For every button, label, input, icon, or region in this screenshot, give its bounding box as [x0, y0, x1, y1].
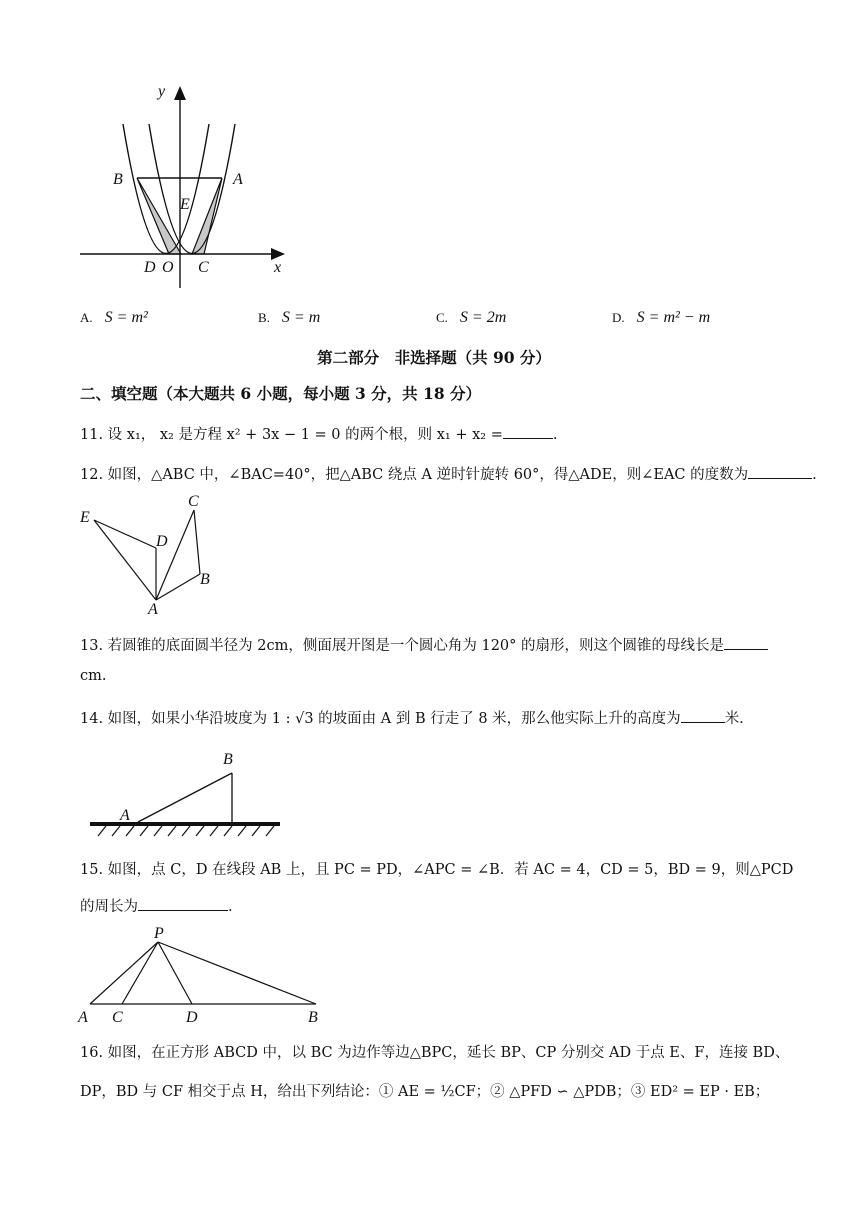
question-11 [80, 422, 557, 445]
option-b-label: B. [258, 310, 270, 325]
segment-ab [156, 574, 200, 600]
slope-figure [80, 740, 290, 840]
section2-title: 二、填空题（本大题共 6 小题，每小题 3 分，共 18 分） [80, 384, 482, 403]
segment-ea [94, 520, 156, 600]
question-15-line2 [80, 894, 233, 917]
parabola-figure [70, 78, 300, 293]
question-12 [80, 462, 817, 485]
q15-line1: 15. 如图，点 C，D 在线段 AB 上，且 PC = PD，∠APC = ∠B．若 AC = 4，CD = 5，BD = 9，则△PCD [80, 862, 794, 878]
part2-title: 第二部分 非选择题（共 90 分） [317, 348, 551, 367]
q11-text: 11. 设 x₁， x₂ 是方程 x² + 3x − 1 = 0 的两个根，则 x₁ + x₂ = [80, 427, 503, 443]
label-a: A [233, 171, 243, 188]
question-16-line2: DP，BD 与 CF 相交于点 H，给出下列结论：① AE = ½CF；② △PFD ∽ △PDB；③ ED² = EP · EB； [80, 1084, 770, 1100]
label-b: B [200, 571, 210, 588]
label-b: B [308, 1009, 318, 1026]
label-e: E [80, 509, 90, 526]
label-d: D [186, 1009, 198, 1026]
label-c: C [112, 1009, 123, 1026]
label-a: A [78, 1009, 88, 1026]
label-x: x [274, 259, 282, 276]
q14-answer-blank[interactable] [681, 706, 725, 723]
question-13 [80, 633, 768, 656]
label-e: E [180, 196, 190, 213]
label-a: A [148, 601, 158, 618]
q11-answer-blank[interactable] [503, 422, 553, 439]
option-b-math: S = m [281, 309, 321, 326]
option-d[interactable] [612, 308, 710, 327]
q12-answer-blank[interactable] [748, 462, 812, 479]
option-c-math: S = 2m [459, 309, 507, 326]
segment-cb [194, 510, 200, 574]
q13-line1: 13. 若圆锥的底面圆半径为 2cm，侧面展开图是一个圆心角为 120° 的扇形，则这个圆锥的母线长是 [80, 638, 725, 654]
option-c[interactable] [436, 308, 506, 327]
q13-answer-blank[interactable] [724, 633, 768, 650]
option-d-math: S = m² − m [636, 309, 711, 326]
label-b: B [113, 171, 123, 188]
option-a-label: A. [80, 310, 93, 325]
q12-text: 12. 如图，△ABC 中，∠BAC=40°，把△ABC 绕点 A 逆时针旋转 60°，得△ADE，则∠EAC 的度数为 [80, 467, 749, 483]
q13-line2: cm. [80, 668, 107, 684]
ground-hatching [98, 826, 274, 836]
option-c-label: C. [436, 310, 448, 325]
option-d-label: D. [612, 310, 625, 325]
slope-line [138, 773, 232, 822]
rotation-figure [76, 490, 226, 620]
label-c: C [198, 259, 209, 276]
segment-pb [158, 942, 316, 1004]
option-b[interactable] [258, 308, 320, 327]
q11-end: . [552, 427, 558, 443]
segment-pd [158, 942, 192, 1004]
q15-line2: 的周长为 [80, 899, 138, 915]
q14-text: 14. 如图，如果小华沿坡度为 1 : √3 的坡面由 A 到 B 行走了 8 米，那么他实际上升的高度为 [80, 711, 681, 727]
label-p: P [154, 925, 164, 942]
label-b: B [223, 751, 233, 768]
triangle-pcd-figure [74, 924, 334, 1026]
question-16-line1: 16. 如图，在正方形 ABCD 中，以 BC 为边作等边△BPC，延长 BP、CP 分别交 AD 于点 E、F，连接 BD、 [80, 1045, 790, 1061]
label-y: y [158, 83, 166, 100]
question-14 [80, 706, 744, 729]
segment-ac [156, 510, 194, 600]
label-a: A [120, 807, 130, 824]
label-c: C [188, 493, 199, 510]
q15-answer-blank[interactable] [138, 894, 228, 911]
segment-pa [90, 942, 158, 1004]
option-a[interactable] [80, 308, 148, 327]
shaded-triangle-left [137, 178, 181, 254]
y-axis-arrow [174, 86, 186, 100]
label-d: D [156, 533, 168, 550]
option-a-math: S = m² [104, 309, 148, 326]
q12-end: . [812, 467, 817, 483]
question-15 [80, 860, 793, 880]
q15-end: . [228, 899, 233, 915]
label-o: O [162, 259, 174, 276]
q14-end: 米. [724, 711, 744, 727]
label-d: D [144, 259, 156, 276]
segment-ed [94, 520, 156, 548]
segment-pc [122, 942, 158, 1004]
